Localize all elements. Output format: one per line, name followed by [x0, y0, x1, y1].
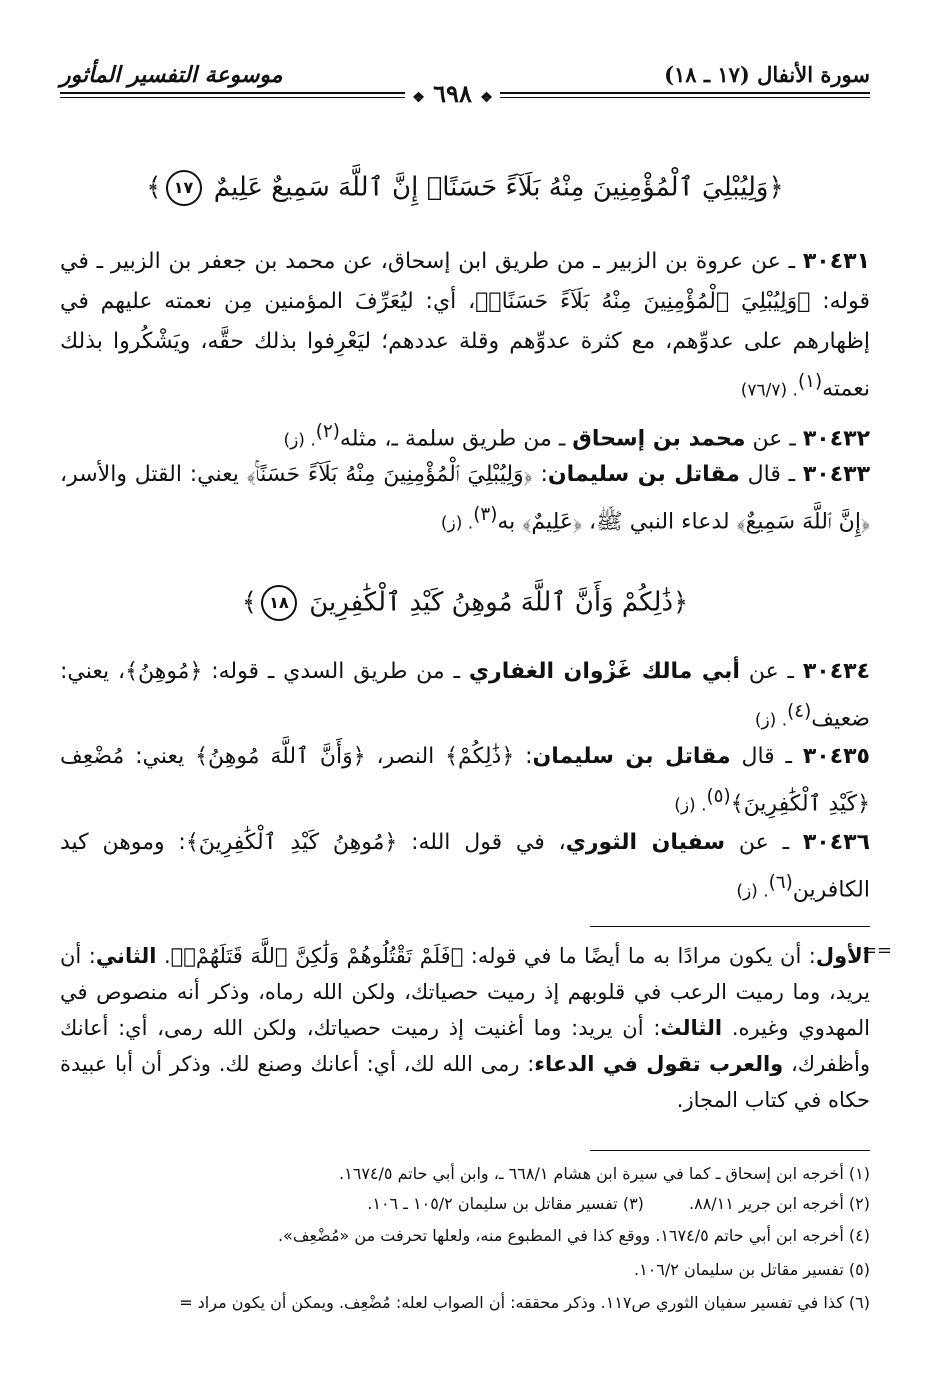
entry-source: مقاتل بن سليمان — [547, 462, 740, 487]
entry-30435 — [60, 737, 870, 825]
note-label-4: والعرب تقول في الدعاء — [534, 1052, 784, 1076]
footnote-marker: (٥) — [706, 786, 731, 807]
footnote-marker: (١) — [797, 371, 823, 392]
entry-pre: ـ عن — [738, 830, 790, 855]
entry-ref: . (ز) — [283, 430, 316, 451]
entry-number: ٣٠٤٣١ — [802, 249, 870, 274]
entry-ref: . (ز) — [754, 710, 788, 731]
note-text-3: : أن يريد: وما أغنيت إذ رميت حصياتك، ولكن الله رمى، أي: أعانك وأظفرك، — [60, 1016, 870, 1076]
header-rule2-left — [60, 97, 405, 98]
entry-number: ٣٠٤٣٤ — [802, 659, 870, 684]
footnote-5: (٥) تفسير مقاتل بن سليمان ١٠٦/٢. — [634, 1260, 870, 1279]
entry-source: سفيان الثوري — [565, 830, 726, 855]
footnote-6: (٦) كذا في تفسير سفيان الثوري ص١١٧. وذكر محققه: أن الصواب لعله: مُضْعِف. ويمكن أن يكون مراد = — [179, 1293, 870, 1312]
note-label-1: الأول — [815, 944, 870, 968]
entry-source: محمد بن إسحاق — [572, 426, 746, 452]
footnote-1: (١) أخرجه ابن إسحاق ـ كما في سيرة ابن هشام ٦٦٨/١ ـ، وابن أبي حاتم ١٦٧٤/٥. — [339, 1164, 870, 1183]
entry-text: : ﴿ذَٰلِكُمْ﴾ النصر، ﴿وَأَنَّ ٱللَّهَ مُوهِنُ﴾ يعني: مُضْعِف ﴿كَيْدِ ٱلْكَٰفِرِينَ﴾ — [60, 744, 870, 817]
entry-ref: . (ز) — [674, 795, 707, 816]
header-rule-right — [500, 92, 870, 94]
verse-close: ﴾ — [241, 587, 257, 618]
verse-number-badge: ١٨ — [261, 585, 297, 621]
ornament-icon: ❖ — [480, 90, 493, 106]
page-number-text: ٦٩٨ — [433, 79, 472, 108]
commentary-note — [60, 938, 870, 1118]
page-number — [405, 79, 500, 108]
entry-number: ٣٠٤٣٢ — [802, 426, 870, 452]
note-text-1: : أن يكون مرادًا به ما أيضًا ما في قوله: ﴿فَلَمْ تَقْتُلُوهُمْ وَلَٰكِنَّ ٱللَّهَ قَتَلَهُمْۚ﴾. — [163, 944, 816, 968]
note-label-3: الثالث — [660, 1016, 723, 1040]
entry-source: مقاتل بن سليمان — [532, 744, 731, 769]
footnote-4: (٤) أخرجه ابن أبي حاتم ١٦٧٤/٥. ووقع كذا في المطبوع منه، ولعلها تحرفت من «مُضْعِف». — [277, 1226, 870, 1245]
entry-ref: . (ز) — [440, 513, 474, 534]
footnote-marker: (٦) — [768, 872, 793, 893]
verse-close: ﴾ — [146, 172, 162, 203]
entry-text: ، في قول الله: ﴿مُوهِنُ كَيْدِ ٱلْكَٰفِرِينَ﴾: وموهن كيد الكافرين — [60, 830, 870, 903]
entry-number: ٣٠٤٣٣ — [802, 462, 870, 487]
entry-ref: . (ز) — [736, 881, 769, 902]
header-rule2-right — [500, 97, 870, 98]
entry-text: ـ من طريق السدي ـ قوله: ﴿مُوهِنُ﴾، يعني: ضعيف — [60, 659, 870, 732]
verse-18 — [60, 585, 870, 621]
note-label-2: الثاني — [95, 944, 157, 968]
footnote-marker: (٢) — [315, 421, 340, 442]
entry-pre: ـ قال — [741, 744, 792, 769]
entry-text: ـ من طريق سلمة ـ، مثله — [339, 426, 566, 452]
note-separator — [590, 926, 870, 927]
surah-title: سورة الأنفال (١٧ ـ ١٨) — [664, 62, 870, 87]
entry-pre: ـ عن — [752, 426, 796, 452]
continuation-mark: == — [861, 940, 892, 961]
footnote-3: (٣) تفسير مقاتل بن سليمان ١٠٥/٢ ـ ١٠٦. — [367, 1194, 644, 1213]
entry-source: أبي مالك غَزْوان الغفاري — [468, 659, 740, 684]
entry-text: ـ عن عروة بن الزبير ـ من طريق ابن إسحاق، عن محمد بن جعفر بن الزبير ـ في قوله: ﴿وَلِيُبْلِيَ ٱلْمُؤْمِنِينَ مِنْهُ بَلَآءً حَسَنًاۚ﴾، أي: ليُعَرِّفَ المؤمنين مِن نعمته عليهم في إظهارهم على عدوِّهم، مع كثرة عدوِّهم وقلة عددهم؛ ليَعْرِفوا بذلك حقَّه، ويَشْكُروا بذلك نعمته — [60, 249, 870, 402]
footnote-marker: (٣) — [473, 504, 498, 525]
entry-number: ٣٠٤٣٥ — [802, 744, 870, 769]
header-rule-left — [60, 92, 405, 94]
book-title: موسوعة التفسير المأثور — [60, 62, 283, 88]
entry-30434 — [60, 652, 870, 740]
entry-text: : ﴿وَلِيُبْلِيَ ٱلْمُؤْمِنِينَ مِنْهُ بَلَآءً حَسَنًاۚ﴾ يعني: القتل والأسر، ﴿إِنَّ ٱللَّهَ سَمِيعٌ﴾ لدعاء النبي ﷺ، ﴿عَلِيمٌ﴾ به — [60, 462, 870, 535]
footnote-row-2-3 — [60, 1190, 870, 1218]
note-text-2: : أن يريد، وما رميت الرعب في قلوبهم إذ رميت حصياتك، ولكن الله رماه، وذكر أنه منصوص في المهدوي وغيره. — [60, 944, 870, 1040]
entry-pre: ـ عن — [748, 659, 794, 684]
footnote-separator — [590, 1150, 870, 1151]
verse-number-badge: ١٧ — [166, 170, 202, 206]
entry-30433 — [60, 455, 870, 543]
footnote-2: (٢) أخرجه ابن جرير ٨٨/١١. — [689, 1194, 870, 1213]
entry-30432 — [60, 412, 870, 460]
entry-30436 — [60, 823, 870, 911]
entry-30431 — [60, 242, 870, 410]
page-header — [60, 62, 870, 108]
entry-ref: . (٧٦/٧) — [740, 380, 798, 401]
note-text-4: : رمى الله لك، أي: أعانك وصنع لك. وذكر أن أبا عبيدة حكاه في كتاب المجاز. — [60, 1052, 870, 1112]
verse-18-text: ﴿ذَٰلِكُمْ وَأَنَّ ٱللَّهَ مُوهِنُ كَيْدِ ٱلْكَٰفِرِينَ — [309, 587, 689, 618]
footnote-marker: (٤) — [787, 701, 812, 722]
entry-number: ٣٠٤٣٦ — [802, 830, 870, 855]
verse-17-text: ﴿وَلِيُبْلِيَ ٱلْمُؤْمِنِينَ مِنْهُ بَلَآءً حَسَنًاۚ إِنَّ ٱللَّهَ سَمِيعٌ عَلِيمٌ — [213, 172, 784, 203]
verse-17 — [60, 170, 870, 206]
entry-pre: ـ قال — [747, 462, 796, 487]
ornament-icon: ❖ — [412, 90, 425, 106]
